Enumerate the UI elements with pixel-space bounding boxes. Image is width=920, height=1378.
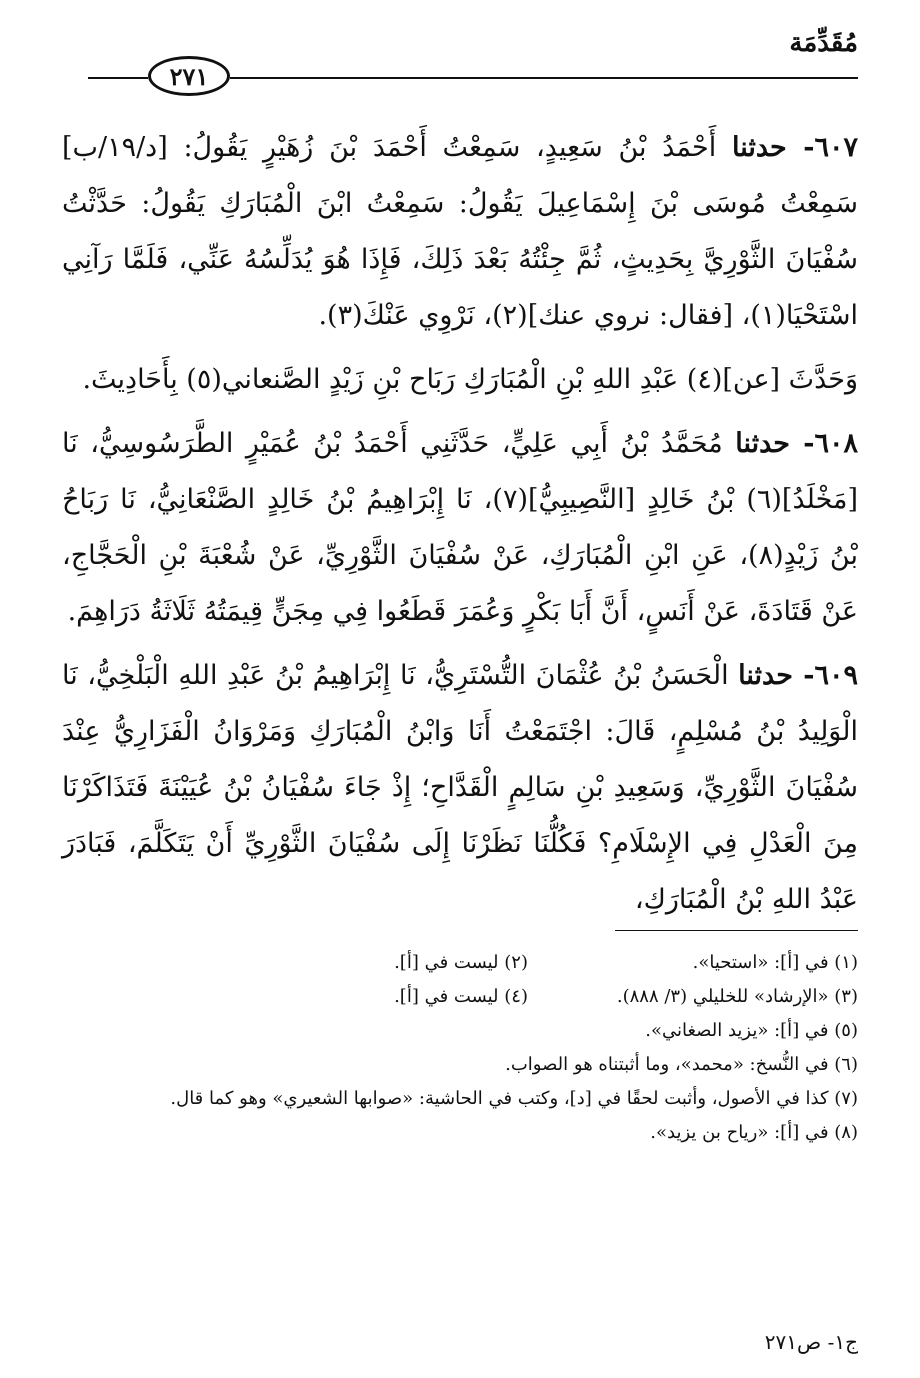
hadith-609 — [62, 648, 858, 928]
header-rule-left — [88, 77, 148, 79]
footnote-separator — [615, 930, 858, 931]
main-text — [62, 120, 858, 936]
hadith-609-text: الْحَسَنُ بْنُ عُثْمَانَ التُّسْتَرِيُّ، نَا إِبْرَاهِيمُ بْنُ عَبْدِ اللهِ الْبَلْخِيُّ، نَا الْوَلِيدُ بْنُ مُسْلِمٍ، قَالَ: اجْتَمَعْتُ أَنَا وَابْنُ الْمُبَارَكِ وَمَرْوَانُ الْفَزَارِيُّ عِنْدَ سُفْيَانَ الثَّوْرِيِّ، وَسَعِيدِ بْنِ سَالِمٍ الْقَدَّاحِ؛ إِذْ جَاءَ سُفْيَانُ بْنُ عُيَيْنَةَ فَتَذَاكَرْنَا مِنَ الْعَدْلِ فِي الإِسْلَامِ؟ فَكُلُّنَا نَظَرْنَا إِلَى سُفْيَانَ الثَّوْرِيِّ أَنْ يَتَكَلَّمَ، فَبَادَرَ عَبْدُ اللهِ بْنُ الْمُبَارَكِ، — [62, 660, 858, 915]
footnote-8: (٨) في [أ]: «رياح بن يزيد». — [650, 1122, 858, 1143]
footnote-1: (١) في [أ]: «استحيا». — [692, 952, 858, 973]
hadith-608 — [62, 416, 858, 640]
footnote-3: (٣) «الإرشاد» للخليلي (٣/ ٨٨٨). — [616, 986, 858, 1007]
footnote-2: (٢) ليست في [أ]. — [394, 952, 528, 973]
footnotes — [62, 946, 858, 1150]
footnote-row — [62, 980, 858, 1014]
running-header-title: مُقَدِّمَة — [789, 28, 858, 58]
volume-page-reference: ج١- ص٢٧١ — [764, 1330, 858, 1354]
hadith-608-text: مُحَمَّدُ بْنُ أَبِي عَلِيٍّ، حَدَّثَنِي أَحْمَدُ بْنُ عُمَيْرٍ الطَّرَسُوسِيُّ، نَا [مَخْلَدُ](٦) بْنُ خَالِدٍ [النَّصِيبِيُّ](٧)، نَا إِبْرَاهِيمُ بْنُ خَالِدٍ الصَّنْعَانِيُّ، نَا رَبَاحُ بْنُ زَيْدٍ(٨)، عَنِ ابْنِ الْمُبَارَكِ، عَنْ سُفْيَانَ الثَّوْرِيِّ، عَنْ شُعْبَةَ بْنِ الْحَجَّاجِ، عَنْ قَتَادَةَ، عَنْ أَنَسٍ، أَنَّ أَبَا بَكْرٍ وَعُمَرَ قَطَعُوا فِي مِجَنٍّ قِيمَتُهُ ثَلَاثَةُ دَرَاهِمَ. — [62, 428, 858, 627]
footnote-5: (٥) في [أ]: «يزيد الصغاني». — [645, 1020, 858, 1041]
page-number: ٢٧١ — [169, 61, 209, 91]
hadith-608-label: ٦٠٨- حدثنا — [735, 428, 858, 459]
page-number-badge — [148, 56, 230, 96]
footnote-row — [62, 946, 858, 980]
hadith-607 — [62, 120, 858, 344]
hadith-609-label: ٦٠٩- حدثنا — [738, 660, 858, 691]
header-rule — [230, 77, 858, 79]
hadith-607-continuation — [62, 352, 858, 408]
footnote-7: (٧) كذا في الأصول، وأثبت لحقًا في [د]، وكتب في الحاشية: «صوابها الشعيري» وهو كما قال. — [170, 1088, 858, 1109]
footnote-4: (٤) ليست في [أ]. — [394, 986, 528, 1007]
footnote-6: (٦) في النُّسخ: «محمد»، وما أثبتناه هو الصواب. — [505, 1054, 858, 1075]
hadith-607-text: أَحْمَدُ بْنُ سَعِيدٍ، سَمِعْتُ أَحْمَدَ بْنَ زُهَيْرٍ يَقُولُ: [د/١٩/ب] سَمِعْتُ مُوسَى بْنَ إِسْمَاعِيلَ يَقُولُ: سَمِعْتُ ابْنَ الْمُبَارَكِ يَقُولُ: حَدَّثْتُ سُفْيَانَ الثَّوْرِيَّ بِحَدِيثٍ، ثُمَّ جِئْتُهُ بَعْدَ ذَلِكَ، فَإِذَا هُوَ يُدَلِّسُهُ عَنِّي، فَلَمَّا رَآنِي اسْتَحْيَا(١)، [فقال: نروي عنك](٢)، نَرْوِي عَنْكَ(٣). — [62, 132, 859, 331]
hadith-607b-text: وَحَدَّثَ [عن](٤) عَبْدِ اللهِ بْنِ الْمُبَارَكِ رَبَاح بْنِ زَيْدٍ الصَّنعاني(٥) بِأَحَادِيثَ. — [82, 364, 858, 395]
hadith-607-label: ٦٠٧- حدثنا — [731, 132, 859, 163]
